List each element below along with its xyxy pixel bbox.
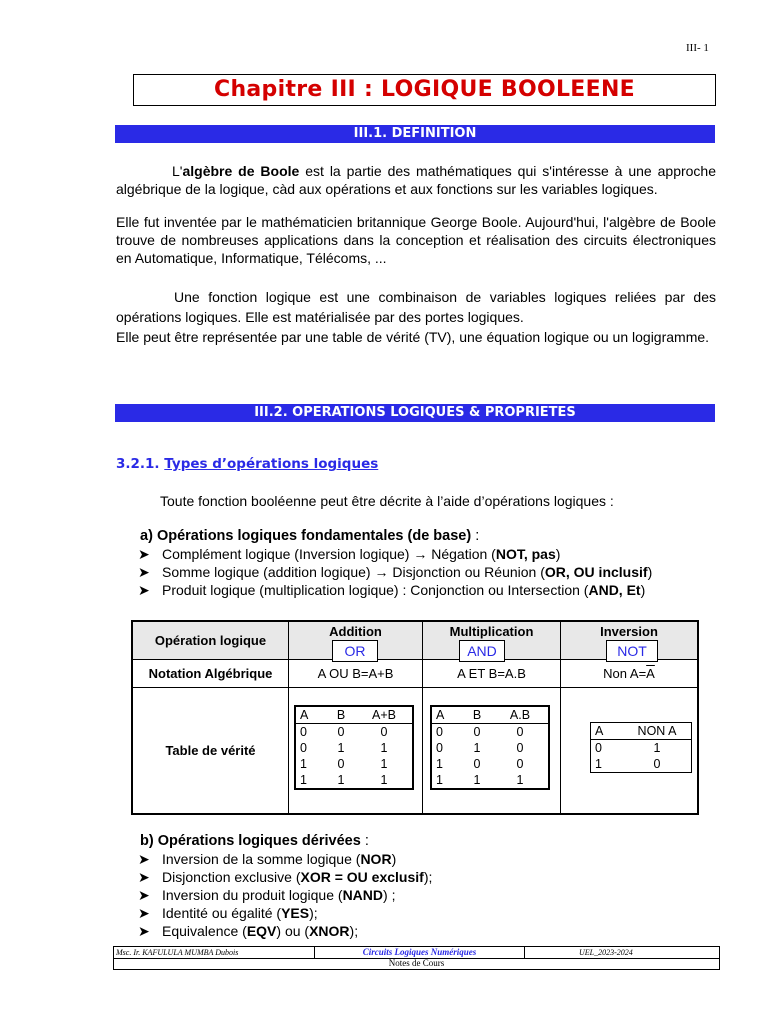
section-1-title: III.1. DEFINITION — [115, 125, 715, 143]
subsection-title: 3.2.1. Types d’opérations logiques — [116, 456, 379, 472]
page-number: III- 1 — [686, 42, 709, 54]
intro-text: Toute fonction booléenne peut être décrite à l’aide d’opérations logiques : — [160, 493, 614, 509]
footer-notes: Notes de Cours — [388, 958, 445, 968]
tv-cell: 1 — [516, 773, 524, 787]
tv-cell: 0 — [473, 725, 481, 739]
tv-row — [431, 756, 549, 772]
bold-term: algèbre de Boole — [182, 163, 300, 179]
tv-row — [295, 772, 413, 789]
arrow-bullet-icon: ➤ — [138, 582, 150, 598]
tv-cell: 1 — [436, 773, 443, 787]
tv-row — [431, 772, 549, 789]
group-a-heading: a) Opérations logiques fondamentales (de base) : — [140, 528, 480, 544]
col-inversion: Inversion — [600, 624, 658, 639]
tv-cell: 0 — [436, 725, 443, 739]
notation-and: A ET B=A.B — [457, 666, 526, 681]
footer — [113, 946, 720, 970]
tv-header-row — [591, 723, 692, 740]
arrow-bullet-icon: ➤ — [138, 869, 150, 885]
tv-cell: 1 — [653, 741, 661, 755]
bullet-item: ➤ Inversion du produit logique (NAND) ; — [138, 887, 396, 903]
section-2-title: III.2. OPERATIONS LOGIQUES & PROPRIETES — [115, 404, 715, 422]
tv-cell: 0 — [300, 741, 307, 755]
row-label-operation: Opération logique — [154, 633, 267, 648]
bullet-item: ➤ Somme logique (addition logique) → Disjonction ou Réunion (OR, OU inclusif) — [138, 564, 653, 580]
col-multiplication: Multiplication — [449, 624, 534, 639]
row-label-truth-table: Table de vérité — [165, 743, 256, 758]
tv-cell: 1 — [473, 773, 481, 787]
not-tag: NOT — [606, 640, 658, 662]
tv-cell: 0 — [516, 741, 524, 755]
row-label-notation: Notation Algébrique — [148, 666, 273, 681]
tv-cell: 1 — [300, 757, 307, 771]
tv-row — [295, 724, 413, 741]
bullet-item: ➤ Complément logique (Inversion logique) → Négation (NOT, pas) — [138, 546, 561, 562]
bullet-item: ➤ Equivalence (EQV) ou (XNOR); — [138, 923, 359, 939]
bullet-item: ➤ Identité ou égalité (YES); — [138, 905, 318, 921]
bullet-item: ➤ Produit logique (multiplication logique) : Conjonction ou Intersection (AND, Et) — [138, 582, 646, 598]
tv-cell: 0 — [337, 725, 345, 739]
tv-cell: 0 — [337, 757, 345, 771]
chapter-title: Chapitre III : LOGIQUE BOOLEENE — [214, 77, 635, 102]
tv-cell: 1 — [300, 773, 307, 787]
tv-cell: 1 — [380, 773, 388, 787]
arrow-bullet-icon: ➤ — [138, 887, 150, 903]
tv-header-cell: A — [591, 723, 624, 740]
tv-cell: 0 — [516, 725, 524, 739]
tv-cell: 0 — [653, 757, 661, 771]
arrow-bullet-icon: ➤ — [138, 546, 150, 562]
truth-table-or — [294, 705, 414, 790]
tv-header-cell: A — [295, 706, 326, 724]
arrow-bullet-icon: ➤ — [138, 851, 150, 867]
tv-header-cell: A.B — [492, 706, 549, 724]
tv-header-cell: A+B — [356, 706, 413, 724]
tv-cell: 1 — [380, 757, 388, 771]
tv-row — [591, 740, 692, 757]
grid-line — [560, 622, 561, 813]
tv-row — [591, 756, 692, 773]
arrow-bullet-icon: ➤ — [138, 923, 150, 939]
tv-cell: 0 — [380, 725, 388, 739]
chapter-title-box — [133, 74, 716, 106]
tv-cell: 1 — [436, 757, 443, 771]
tv-cell: 1 — [595, 757, 602, 771]
grid-line — [288, 622, 289, 813]
tv-cell: 0 — [436, 741, 443, 755]
tv-header-row — [431, 706, 549, 724]
tv-cell: 0 — [595, 741, 602, 755]
tv-row — [295, 740, 413, 756]
tv-header-cell: B — [462, 706, 492, 724]
col-addition: Addition — [329, 624, 382, 639]
footer-course: Circuits Logiques Numériques — [362, 947, 477, 957]
tv-row — [295, 756, 413, 772]
footer-year: UEL_2023-2024 — [579, 948, 633, 957]
arrow-bullet-icon: ➤ — [138, 905, 150, 921]
or-tag: OR — [332, 640, 378, 662]
notation-not: Non $A=\overline{A}$ — [603, 666, 655, 681]
paragraph-4: Elle peut être représentée par une table de vérité (TV), une équation logique ou un logigramme. — [116, 329, 710, 345]
arrow-bullet-icon: ➤ — [138, 564, 150, 580]
group-b-heading: b) Opérations logiques dérivées : — [140, 833, 369, 849]
truth-table-not — [590, 722, 692, 773]
tv-cell: 0 — [516, 757, 524, 771]
paragraph-3: Une fonction logique est une combinaison de variables logiques reliées par des opérations logiques. Elle est matérialisée par des portes logiques. — [116, 289, 716, 325]
footer-author: Msc. Ir. KAFULULA MUMBA Dubois — [116, 948, 239, 957]
tv-header-cell: A — [431, 706, 462, 724]
truth-table-and — [430, 705, 550, 790]
tv-header-cell: NON A — [623, 723, 692, 740]
tv-cell: 0 — [300, 725, 307, 739]
bullet-item: ➤ Inversion de la somme logique (NOR) — [138, 851, 397, 867]
paragraph-1: L'algèbre de Boole est la partie des mathématiques qui s'intéresse à une approche algébrique de la logique, càd aux opérations et aux fonctions sur les variables logiques. — [116, 163, 717, 197]
notation-or: A OU B=A+B — [317, 666, 394, 681]
tv-cell: 1 — [337, 741, 345, 755]
tv-cell: 1 — [380, 741, 388, 755]
tv-header-row — [295, 706, 413, 724]
tv-row — [431, 740, 549, 756]
tv-cell: 1 — [473, 741, 481, 755]
operations-table — [131, 620, 699, 815]
tv-cell: 1 — [337, 773, 345, 787]
tv-row — [431, 724, 549, 741]
tv-header-cell: B — [326, 706, 356, 724]
paragraph-2: Elle fut inventée par le mathématicien britannique George Boole. Aujourd'hui, l'algèbre de Boole trouve de nombreuses applications dans la conception et réalisation des circuits électroniques en Automatique, Informatique, Télécoms, ... — [116, 214, 716, 266]
footer-divider — [524, 947, 525, 958]
bullet-item: ➤ Disjonction exclusive (XOR = OU exclusif); — [138, 869, 433, 885]
and-tag: AND — [459, 640, 505, 662]
tv-cell: 0 — [473, 757, 481, 771]
grid-line — [422, 622, 423, 813]
